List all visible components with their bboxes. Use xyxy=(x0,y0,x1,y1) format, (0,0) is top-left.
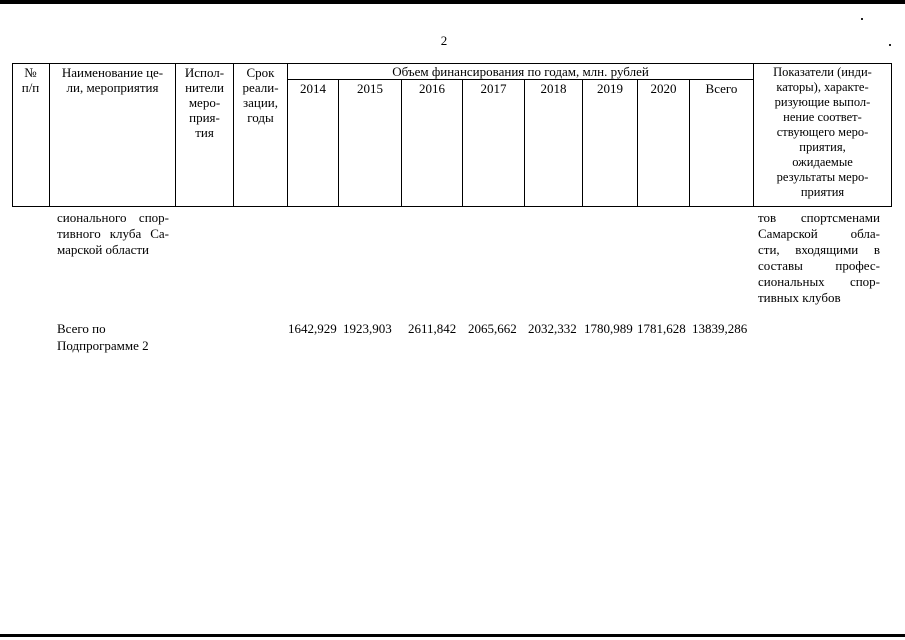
header-row-number: № п/п xyxy=(21,65,40,95)
header-term: Срок реали- зации, годы xyxy=(242,65,279,125)
total-value-2016: 2611,842 xyxy=(408,321,457,336)
continuation-name-line: сионального спор- xyxy=(57,210,169,225)
column-divider xyxy=(524,79,525,206)
header-year-2016: 2016 xyxy=(419,81,445,96)
continuation-indicator-line: тов спортсменами xyxy=(758,210,880,225)
total-value-2020: 1781,628 xyxy=(637,321,686,336)
continuation-indicator-line: Самарской обла- xyxy=(758,226,880,241)
total-value-2018: 2032,332 xyxy=(528,321,577,336)
continuation-indicator-line: сиональных спор- xyxy=(758,274,880,289)
continuation-indicator-line: тивных клубов xyxy=(758,290,841,305)
scan-speck xyxy=(889,44,891,46)
header-year-2018: 2018 xyxy=(540,81,567,96)
table-header-bottom-border xyxy=(12,206,892,207)
header-indicators: Показатели (инди- каторы), характе- ризующие выпол- нение соответ- ствующего меро- приятия, ожидаемые результаты меро- приятия xyxy=(773,65,872,199)
page-number: 2 xyxy=(440,33,448,48)
column-divider xyxy=(582,79,583,206)
total-row-label-line: Всего по xyxy=(57,321,106,336)
header-year-total: Всего xyxy=(705,81,738,96)
scan-speck xyxy=(861,18,863,20)
total-value-2015: 1923,903 xyxy=(343,321,392,336)
header-year-2015: 2015 xyxy=(357,81,383,96)
column-divider xyxy=(891,63,892,206)
column-divider xyxy=(637,79,638,206)
total-value-2014: 1642,929 xyxy=(288,321,337,336)
header-name: Наименование це- ли, мероприятия xyxy=(61,65,164,95)
continuation-name-line: тивного клуба Са- xyxy=(57,226,169,241)
column-divider xyxy=(401,79,402,206)
continuation-indicator-line: сти, входящими в xyxy=(758,242,880,257)
continuation-indicator-line: составы профес- xyxy=(758,258,880,273)
top-border-rule xyxy=(0,0,905,4)
header-executors: Испол- нители меро- прия- тия xyxy=(184,65,225,140)
total-row-label-line: Подпрограмме 2 xyxy=(57,338,149,353)
header-year-2014: 2014 xyxy=(300,81,326,96)
header-year-2019: 2019 xyxy=(597,81,623,96)
header-year-2020: 2020 xyxy=(650,81,677,96)
header-financing-title: Объем финансирования по годам, млн. рублей xyxy=(392,64,649,79)
header-year-2017: 2017 xyxy=(480,81,507,96)
total-value-all: 13839,286 xyxy=(692,321,748,336)
total-value-2019: 1780,989 xyxy=(584,321,633,336)
column-divider xyxy=(689,79,690,206)
continuation-name-line: марской области xyxy=(57,242,149,257)
total-value-2017: 2065,662 xyxy=(468,321,517,336)
column-divider xyxy=(462,79,463,206)
bottom-border-rule xyxy=(0,634,905,637)
financing-title-underline xyxy=(287,79,753,80)
column-divider xyxy=(338,79,339,206)
